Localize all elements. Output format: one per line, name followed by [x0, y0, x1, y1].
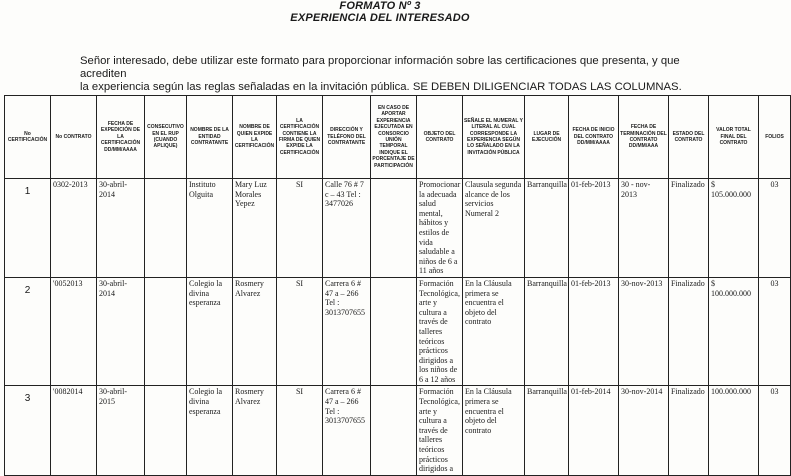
form-title: FORMATO Nº 3	[339, 0, 421, 12]
cell-no: 2	[5, 277, 51, 386]
cell-porcentaje	[371, 277, 417, 386]
header-entidad: NOMBRE DE LA ENTIDAD CONTRATANTE	[187, 96, 233, 179]
cell-firma: SI	[277, 179, 323, 278]
table-row	[5, 179, 791, 278]
cell-porcentaje	[371, 179, 417, 278]
cell-fecha-expedicion: 30-abril-2014	[97, 179, 145, 278]
cell-entidad: Colegio la divina esperanza	[187, 386, 233, 475]
cell-quien-expide: Rosmery Alvarez	[233, 386, 277, 475]
header-no-contrato: No CONTRATO	[51, 96, 97, 179]
header-lugar: LUGAR DE EJECUCIÓN	[525, 96, 569, 179]
instructions-line-1: Señor interesado, debe utilizar este formato para proporcionar información sobre las certificaciones que presenta, y que acrediten	[80, 55, 680, 80]
cell-fecha-fin: 30-nov-2013	[619, 277, 669, 386]
header-estado: ESTADO DEL CONTRATO	[669, 96, 709, 179]
cell-direccion: Carrera 6 # 47 a – 266 Tel : 3013707655	[323, 386, 371, 475]
cell-lugar: Barranquilla	[525, 386, 569, 475]
cell-valor: $ 100.000.000	[709, 277, 759, 386]
cell-contrato: '0082014	[51, 386, 97, 475]
header-direccion: DIRECCIÓN Y TELÉFONO DEL CONTRATANTE	[323, 96, 371, 179]
cell-lugar: Barranquilla	[525, 179, 569, 278]
header-folios: FOLIOS	[759, 96, 791, 179]
cell-contrato: 0302-2013	[51, 179, 97, 278]
cell-fecha-expedicion: 30-abril-2014	[97, 277, 145, 386]
cell-rup	[145, 277, 187, 386]
cell-quien-expide: Mary Luz Morales Yepez	[233, 179, 277, 278]
table-row	[5, 386, 791, 475]
cell-fecha-inicio: 01-feb-2013	[569, 277, 619, 386]
cell-porcentaje	[371, 386, 417, 475]
cell-quien-expide: Rosmery Alvarez	[233, 277, 277, 386]
cell-valor: $ 105.000.000	[709, 179, 759, 278]
experience-table	[4, 95, 791, 476]
cell-rup	[145, 179, 187, 278]
cell-estado: Finalizado	[669, 386, 709, 475]
cell-firma: SI	[277, 386, 323, 475]
cell-folios: 03	[759, 277, 791, 386]
header-row	[5, 96, 791, 179]
cell-contrato: '0052013	[51, 277, 97, 386]
cell-numeral: En la Cláusula primera se encuentra el objeto del contrato	[463, 386, 525, 475]
cell-fecha-expedicion: 30-abril-2015	[97, 386, 145, 475]
instructions-line-2: la experiencia según las reglas señaladas en la invitación pública. SE DEBEN DILIGENCIAR TODAS LAS COLUMNAS.	[80, 81, 682, 93]
cell-no: 1	[5, 179, 51, 278]
cell-objeto: Formación Tecnológica, arte y cultura a través de talleres teóricos prácticos dirigidos a	[417, 386, 463, 475]
cell-fecha-fin: 30 - nov- 2013	[619, 179, 669, 278]
cell-numeral: En la Cláusula primera se encuentra el objeto del contrato	[463, 277, 525, 386]
cell-entidad: Instituto Olguita	[187, 179, 233, 278]
cell-direccion: Carrera 6 # 47 a – 266 Tel : 3013707655	[323, 277, 371, 386]
header-valor: VALOR TOTAL FINAL DEL CONTRATO	[709, 96, 759, 179]
cell-estado: Finalizado	[669, 277, 709, 386]
header-quien-expide: NOMBRE DE QUIEN EXPIDE LA CERTIFICACIÓN	[233, 96, 277, 179]
cell-folios: 03	[759, 386, 791, 475]
cell-rup	[145, 386, 187, 475]
cell-fecha-inicio: 01-feb-2014	[569, 386, 619, 475]
cell-entidad: Colegio la divina esperanza	[187, 277, 233, 386]
header-porcentaje: EN CASO DE APORTAR EXPERIENCIA EJECUTADA EN CONSORCIO UNIÓN TEMPORAL INDIQUE EL PORCENTAJE DE PARTICIPACIÓN	[371, 96, 417, 179]
cell-folios: 03	[759, 179, 791, 278]
cell-no: 3	[5, 386, 51, 475]
cell-lugar: Barranquilla	[525, 277, 569, 386]
cell-direccion: Calle 76 # 7 c – 43 Tel : 3477026	[323, 179, 371, 278]
header-fecha-inicio: FECHA DE INICIO DEL CONTRATO DD/MM/AAAA	[569, 96, 619, 179]
header-fecha-expedicion: FECHA DE EXPEDICIÓN DE LA CERTIFICACIÓN DD/MM/AAAA	[97, 96, 145, 179]
cell-valor: 100.000.000	[709, 386, 759, 475]
header-consecutivo-rup: CONSECUTIVO EN EL RUP (CUANDO APLIQUE)	[145, 96, 187, 179]
header-objeto: OBJETO DEL CONTRATO	[417, 96, 463, 179]
header-firma: LA CERTIFICACIÓN CONTIENE LA FIRMA DE QUIEN EXPIDE LA CERTIFICACIÓN	[277, 96, 323, 179]
header-numeral: SEÑALE EL NUMERAL Y LITERAL AL CUAL CORRESPONDE LA EXPERIENCIA SEGÚN LO SEÑALADO EN LA INVITACIÓN PÚBLICA	[463, 96, 525, 179]
cell-objeto: Promocionar la adecuada salud mental, hábitos y estilos de vida saludable a niños de 6 a 11 años	[417, 179, 463, 278]
table-row	[5, 277, 791, 386]
form-subtitle: EXPERIENCIA DEL INTERESADO	[290, 12, 470, 24]
cell-numeral: Clausula segunda alcance de los servicios Numeral 2	[463, 179, 525, 278]
header-fecha-terminacion: FECHA DE TERMINACIÓN DEL CONTRATO DD/MM/AAA	[619, 96, 669, 179]
instructions	[80, 55, 720, 94]
cell-fecha-inicio: 01-feb-2013	[569, 179, 619, 278]
cell-fecha-fin: 30-nov-2014	[619, 386, 669, 475]
header-no-certificacion: No CERTIFICACIÓN	[5, 96, 51, 179]
cell-estado: Finalizado	[669, 179, 709, 278]
cell-firma: SI	[277, 277, 323, 386]
cell-objeto: Formación Tecnológica, arte y cultura a través de talleres teóricos prácticos dirigidos a los niños de 6 a 12 años	[417, 277, 463, 386]
